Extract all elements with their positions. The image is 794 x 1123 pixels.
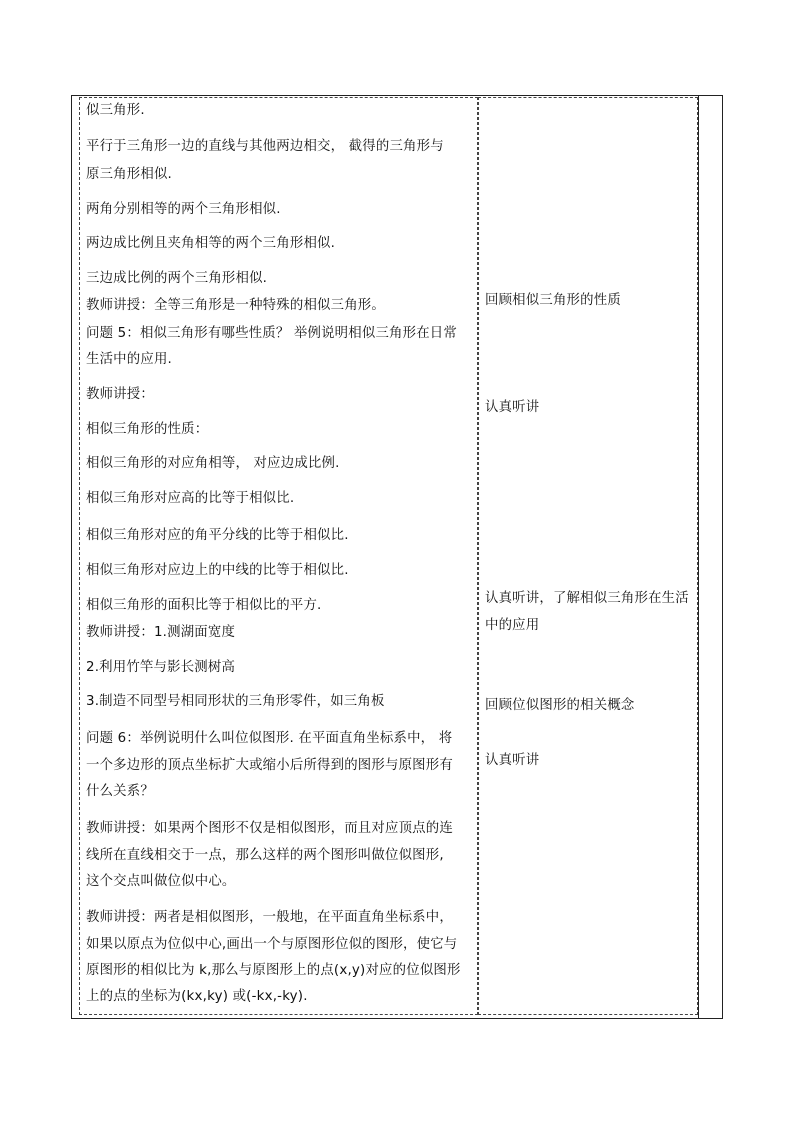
activity-line: 回顾相似三角形的性质 bbox=[485, 293, 621, 308]
content-line: 线所在直线相交于一点，那么这样的两个图形叫做位似图形, bbox=[86, 848, 444, 863]
content-line: 教师讲授：如果两个图形不仅是相似图形，而且对应顶点的连 bbox=[86, 821, 453, 836]
content-line: 教师讲授：全等三角形是一种特殊的相似三角形。 bbox=[86, 298, 385, 313]
content-line: 问题 5：相似三角形有哪些性质？ 举例说明相似三角形在日常 bbox=[86, 326, 457, 341]
content-line: 如果以原点为位似中心,画出一个与原图形位似的图形，使它与 bbox=[86, 937, 458, 952]
content-line: 一个多边形的顶点坐标扩大或缩小后所得到的图形与原图形有 bbox=[86, 758, 453, 773]
content-line: 相似三角形对应的角平分线的比等于相似比. bbox=[86, 528, 349, 543]
content-line: 两角分别相等的两个三角形相似. bbox=[86, 202, 281, 217]
content-line: 教师讲授：两者是相似图形，一般地，在平面直角坐标系中， bbox=[86, 910, 453, 925]
content-line: 3.制造不同型号相同形状的三角形零件，如三角板 bbox=[86, 694, 385, 709]
content-line: 三边成比例的两个三角形相似. bbox=[86, 271, 268, 286]
content-line: 教师讲授：1.测湖面宽度 bbox=[86, 625, 236, 640]
content-line: 平行于三角形一边的直线与其他两边相交， 截得的三角形与 bbox=[86, 139, 444, 154]
activity-line: 认真听讲，了解相似三角形在生活 bbox=[485, 591, 689, 606]
content-line: 什么关系？ bbox=[86, 784, 154, 799]
activity-line: 回顾位似图形的相关概念 bbox=[485, 698, 635, 713]
content-line: 两边成比例且夹角相等的两个三角形相似. bbox=[86, 236, 336, 251]
student-activity-column bbox=[478, 97, 698, 1015]
content-line: 教师讲授： bbox=[86, 387, 154, 402]
column-divider bbox=[698, 95, 699, 1019]
content-line: 相似三角形对应高的比等于相似比. bbox=[86, 491, 295, 506]
content-line: 相似三角形的面积比等于相似比的平方. bbox=[86, 598, 322, 613]
content-line: 生活中的应用. bbox=[86, 352, 172, 367]
content-line: 相似三角形的对应角相等， 对应边成比例. bbox=[86, 456, 340, 471]
activity-line: 中的应用 bbox=[485, 618, 540, 633]
content-line: 上的点的坐标为(kx,ky) 或(-kx,-ky). bbox=[86, 989, 308, 1004]
content-line: 2.利用竹竿与影长测树高 bbox=[86, 660, 236, 675]
content-line: 似三角形. bbox=[86, 103, 145, 118]
content-line: 问题 6：举例说明什么叫位似图形. 在平面直角坐标系中， 将 bbox=[86, 731, 453, 746]
content-line: 相似三角形对应边上的中线的比等于相似比. bbox=[86, 563, 349, 578]
content-line: 原三角形相似. bbox=[86, 167, 172, 182]
activity-line: 认真听讲 bbox=[485, 400, 540, 415]
content-line: 原图形的相似比为 k,那么与原图形上的点(x,y)对应的位似图形 bbox=[86, 963, 461, 978]
content-line: 相似三角形的性质： bbox=[86, 422, 209, 437]
activity-line: 认真听讲 bbox=[485, 753, 540, 768]
content-line: 这个交点叫做位似中心。 bbox=[86, 874, 236, 889]
